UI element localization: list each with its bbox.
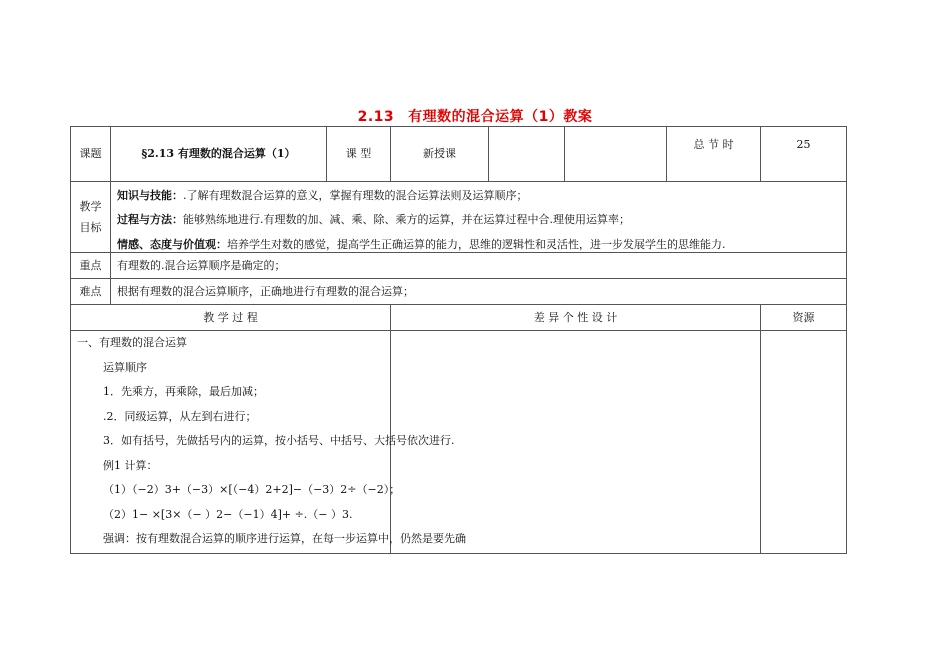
topic-label: 课题 — [71, 127, 111, 182]
topic-value: §2.13 有理数的混合运算（1） — [111, 127, 327, 182]
resources-content — [761, 331, 847, 554]
process-line-1: 一、有理数的混合运算 — [77, 336, 187, 350]
difficulty-label: 难点 — [71, 279, 111, 305]
column-header-row — [71, 305, 847, 331]
type-label: 课 型 — [327, 127, 391, 182]
process-body-row — [71, 331, 847, 554]
goal-process: 过程与方法：能够熟练地进行.有理数的加、减、乘、除、乘方的运算，并在运算过程中合.理使用运算率； — [117, 213, 630, 227]
goal-attitude: 情感、态度与价值观：培养学生对数的感觉，提高学生正确运算的能力，思维的逻辑性和灵活性，进一步发展学生的思维能力. — [117, 237, 726, 251]
key-point-text: 有理数的.混合运算顺序是确定的； — [111, 253, 847, 279]
process-line-2: 运算顺序 — [103, 360, 147, 374]
goals-content — [111, 182, 847, 253]
goals-row — [71, 182, 847, 253]
process-line-5: 3．如有括号，先做括号内的运算，按小括号、中括号、大括号依次进行. — [103, 434, 455, 448]
process-content — [71, 331, 466, 554]
key-point-label: 重点 — [71, 253, 111, 279]
goals-label-line1: 教学 — [79, 199, 102, 213]
goal-knowledge: 知识与技能：.了解有理数混合运算的意义，掌握有理数的混合运算法则及运算顺序； — [117, 189, 528, 202]
process-line-6: 例1 计算： — [103, 458, 158, 472]
blank-cell-2 — [565, 127, 667, 182]
total-hours-value: 25 — [761, 127, 847, 182]
resources-column-header: 资源 — [761, 305, 847, 331]
title-text: 有理数的混合运算（1）教案 — [408, 109, 593, 125]
goals-label-line2: 目标 — [79, 221, 102, 235]
title-number: 2.13 — [357, 109, 395, 125]
process-line-4: .2．同级运算，从左到右进行； — [103, 409, 257, 423]
process-line-8: （2）1− ×[3×（− ）2−（−1）4]+ ÷.（− ）3. — [103, 507, 353, 521]
blank-cell-1 — [489, 127, 565, 182]
process-line-3: 1．先乘方，再乘除，最后加减； — [103, 385, 264, 399]
process-column-header: 教 学 过 程 — [71, 305, 391, 331]
type-value: 新授课 — [391, 127, 489, 182]
lesson-plan-table — [70, 126, 847, 554]
document-title — [0, 106, 950, 126]
total-hours-label: 总 节 时 — [667, 127, 761, 182]
difficulty-text: 根据有理数的混合运算顺序，正确地进行有理数的混合运算； — [111, 279, 847, 305]
goals-label — [71, 182, 111, 253]
key-point-row — [71, 253, 847, 279]
header-row — [71, 127, 847, 182]
process-line-9: 强调：按有理数混合运算的顺序进行运算，在每一步运算中，仍然是要先确 — [103, 532, 466, 546]
difficulty-row — [71, 279, 847, 305]
design-column-header: 差 异 个 性 设 计 — [391, 305, 761, 331]
process-line-7: （1）（−2）3+（−3）×[（−4）2+2]−（−3）2÷（−2）； — [103, 483, 401, 497]
